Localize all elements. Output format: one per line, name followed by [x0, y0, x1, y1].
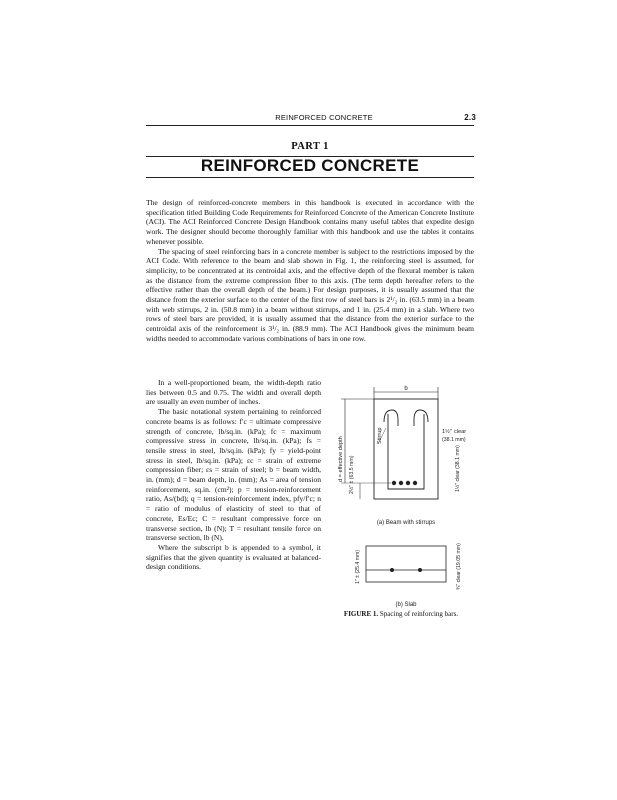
caption-b: (b) Slab: [395, 602, 417, 608]
label-stirrup: Stirrup: [377, 427, 383, 444]
rebar-1: [392, 481, 396, 485]
title-rule-bottom: [146, 177, 474, 178]
label-slab-dim: 1" ± (25.4 mm): [355, 549, 361, 584]
rebar-4: [413, 481, 417, 485]
label-b: b: [404, 386, 408, 392]
paragraph-4: The basic notational system pertaining to reinforced concrete beams is as follows: f′c = ultimate compressive strength of concrete, lb/sq.in. (kPa); fc = maximum compressive stress in concrete, lb/sq.in. (kPa); fs = tensile stress in steel, lb/sq.in. (kPa); fy = yield-point stress in steel, lb/sq.in. (kPa); εc = strain of extreme compression fiber; εs = strain of steel; b = beam width, in. (mm); d = beam depth, in. (mm); As = area of tension reinforcement, sq.in. (cm²); p = tension-reinforcement ratio, As/(bd); q = tension-reinforcement index, pfy/f′c; n = ratio of modulus of elasticity of steel to that of concrete, Es/Ec; C = resultant compressive force on transverse section, lb (N); T = resultant tensile force on transverse section, lb (N).: [146, 407, 321, 543]
label-beam-top-clear: clear: [454, 429, 467, 435]
label-beam-top-clear-mm: (38.1 mm): [442, 437, 466, 443]
part-label: PART 1: [291, 141, 329, 152]
label-beam-bottom-cover: 2½" ± (63.5 mm): [349, 455, 355, 494]
slab-section: [366, 546, 446, 582]
running-title: REINFORCED CONCRETE: [275, 113, 373, 122]
figure-caption: [326, 610, 476, 618]
label-beam-side-clear: 1½" clear (38.1 mm): [455, 445, 461, 492]
figure-1-spacing-diagram: [326, 384, 476, 616]
rebar-2: [399, 481, 403, 485]
figure-caption-text: Spacing of reinforcing bars.: [379, 610, 459, 618]
header-rule: [146, 125, 474, 126]
rebar-3: [406, 481, 410, 485]
slab-rebar-2: [418, 568, 422, 572]
label-beam-top-clear-frac: 1½": [442, 429, 452, 435]
paragraph-2: The spacing of steel reinforcing bars in a concrete member is subject to the restrictions imposed by the ACI Code. With reference to the beam and slab shown in Fig. 1, the reinforcing steel is assumed, for simplicity, to be concentrated at its centroidal axis, and the effective depth of the flexural member is taken as the distance from the extreme compression fiber to this axis. (The term depth hereafter refers to the effective rather than the overall depth of the beam.) For design purposes, it is usually assumed that the distance from the exterior surface to the center of the first row of steel bars is 2¹/₂ in. (63.5 mm) in a beam with web stirrups, 2 in. (50.8 mm) in a beam without stirrups, and 1 in. (25.4 mm) in a slab. Where two rows of steel bars are provided, it is usually assumed that the distance from the exterior surface to the centroidal axis of the reinforcement is 3¹/₂ in. (88.9 mm). The ACI Handbook gives the minimum beam widths needed to accommodate various combinations of bars in one row.: [146, 246, 474, 343]
left-column: [146, 378, 321, 572]
figure-caption-label: FIGURE 1.: [343, 610, 379, 618]
page-number: 2.3: [464, 113, 476, 122]
slab-rebar-1: [390, 568, 394, 572]
paragraph-5: Where the subscript b is appended to a symbol, it signifies that the given quantity is evaluated at balanced-design conditions.: [146, 542, 321, 572]
label-effective-depth: d = effective depth: [338, 436, 344, 482]
chapter-title: REINFORCED CONCRETE: [200, 156, 420, 175]
paragraph-1: The design of reinforced-concrete members in this handbook is executed in accordance with the specification titled Building Code Requirements for Reinforced Concrete of the American Concrete Institute (ACI). The ACI Reinforced Concrete Design Handbook contains many useful tables that expedite design work. The designer should become thoroughly familiar with this handbook and use the tables it contains whenever possible.: [146, 198, 474, 246]
paragraph-3: In a well-proportioned beam, the width-depth ratio lies between 0.5 and 0.75. The width and overall depth are usually an even number of inches.: [146, 378, 321, 407]
intro-block: [146, 198, 474, 344]
beam-section: [374, 399, 438, 499]
caption-a: (a) Beam with stirrups: [376, 520, 436, 526]
label-slab-clear: ¾" clear (19.05 mm): [456, 543, 462, 590]
